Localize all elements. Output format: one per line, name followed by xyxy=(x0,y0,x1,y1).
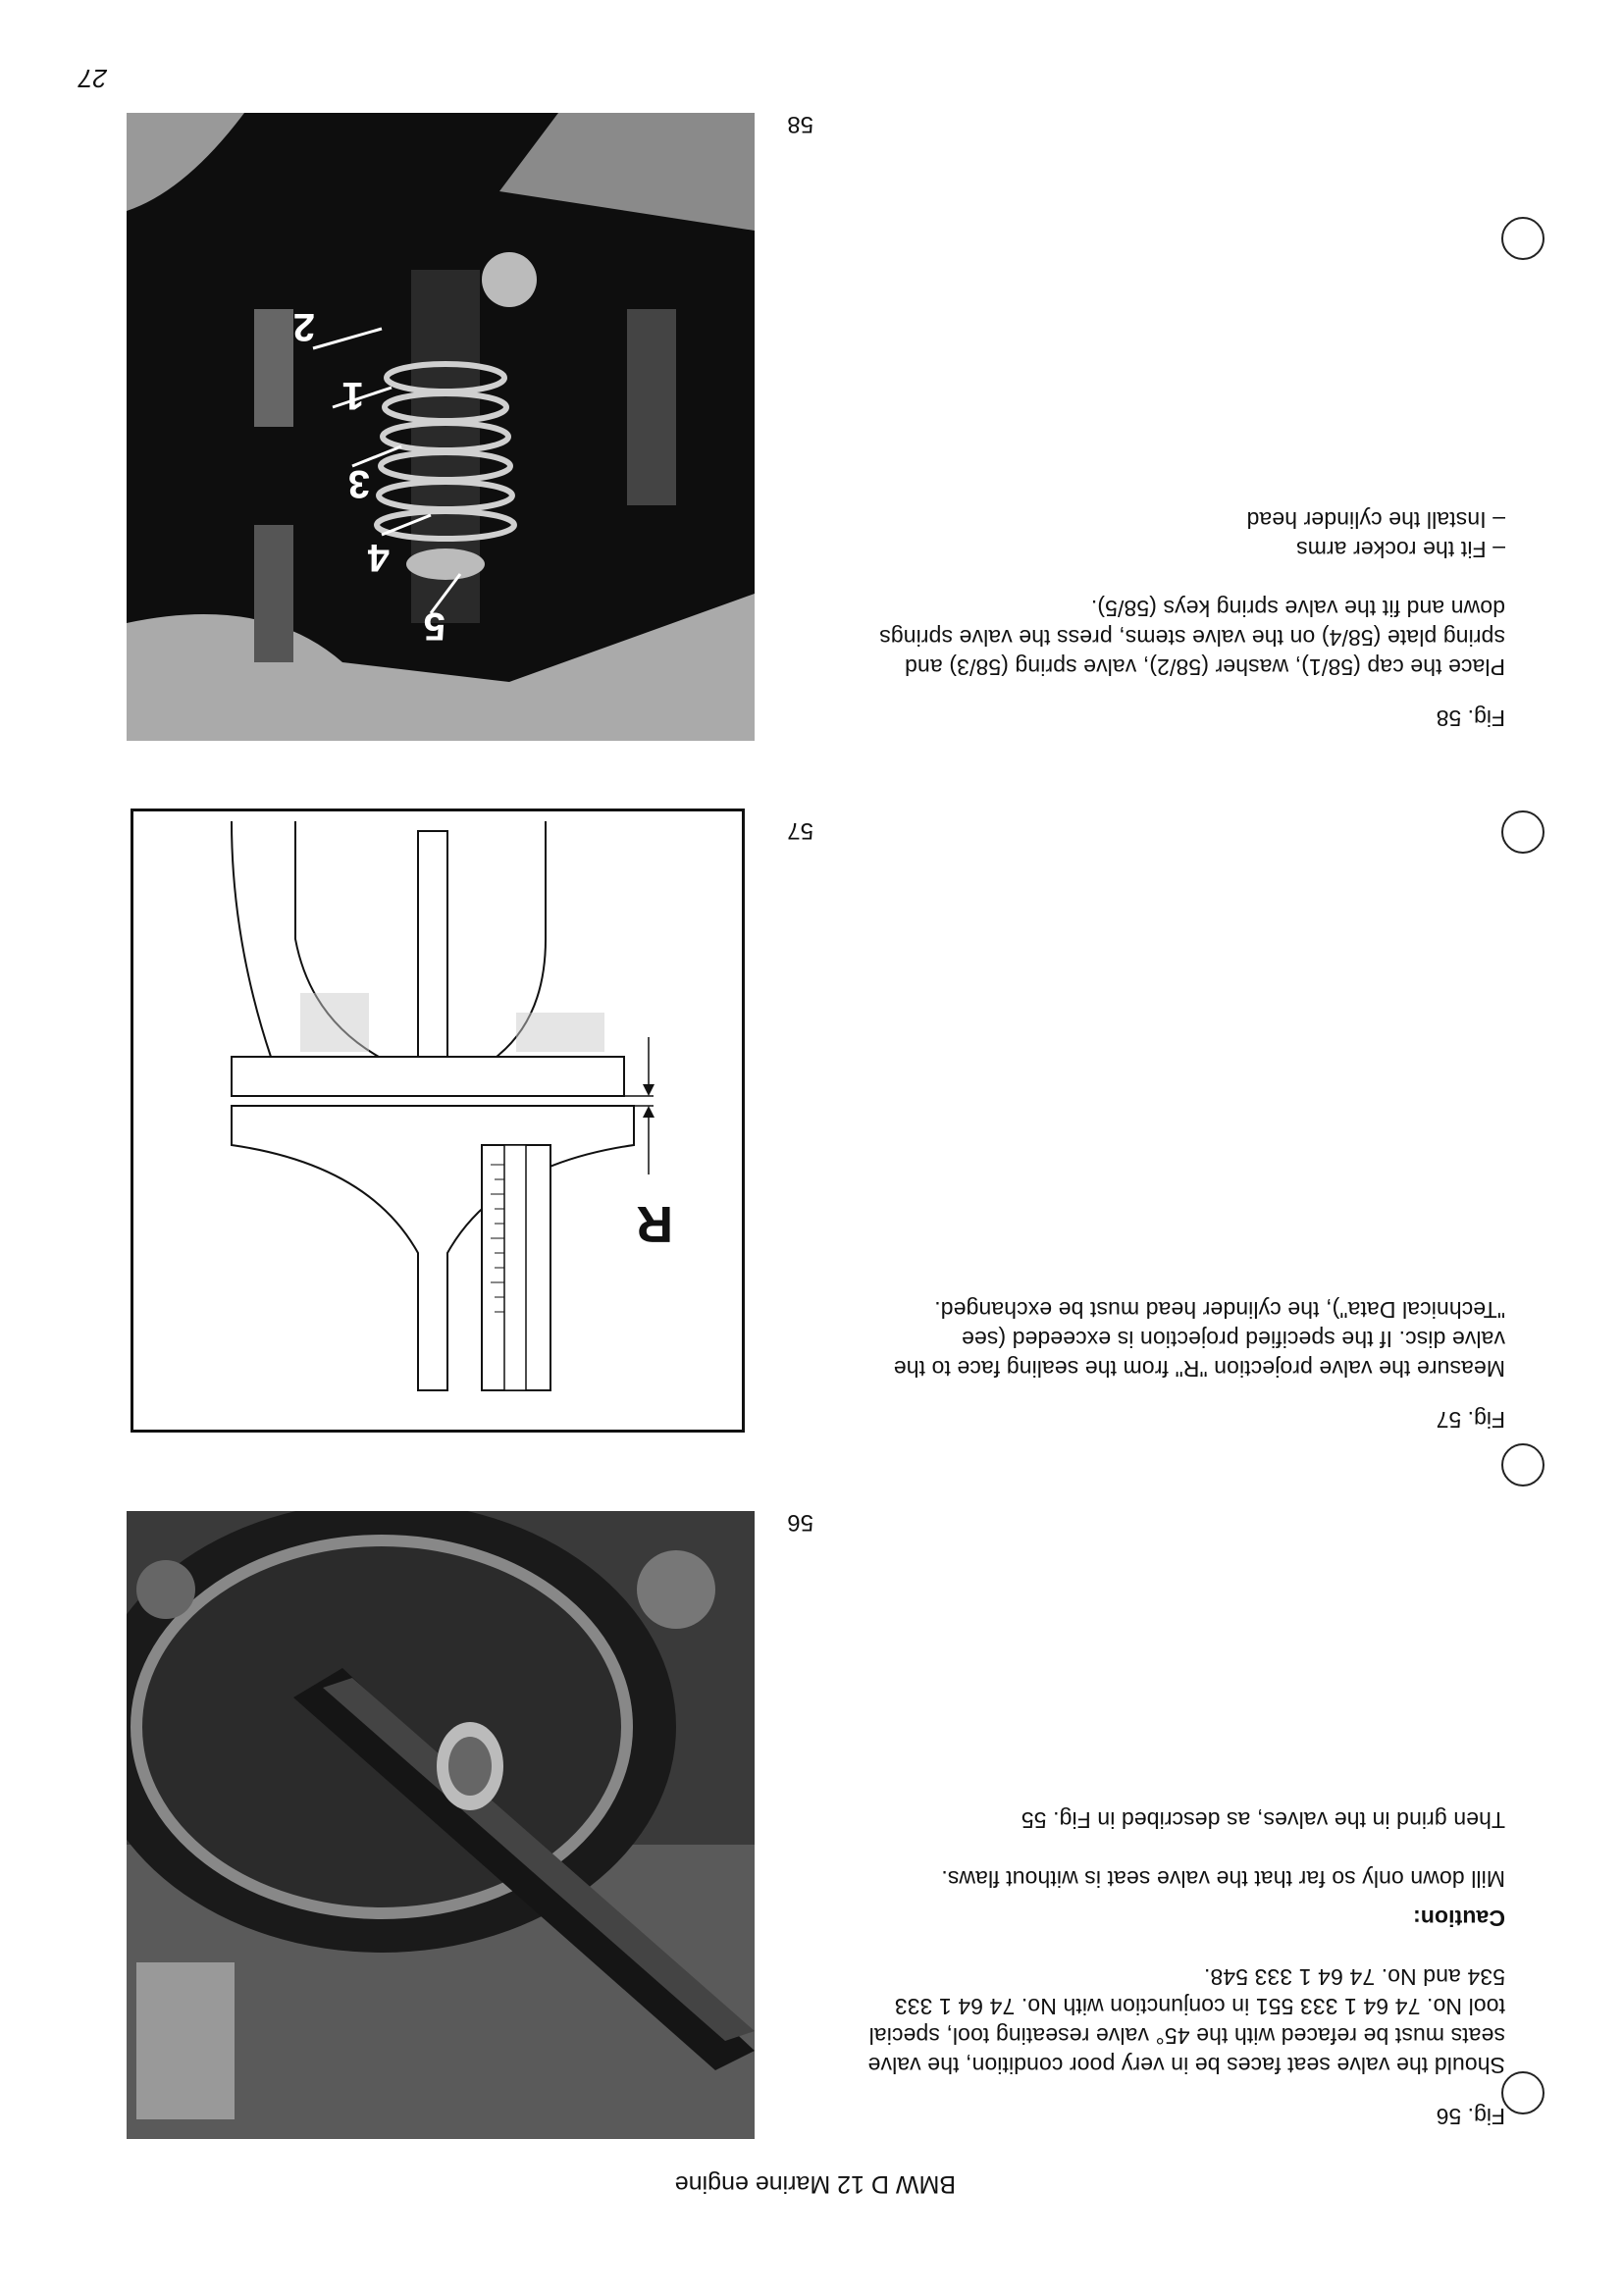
fig56-photo xyxy=(127,1511,755,2139)
fig58-label: Fig. 58 xyxy=(1436,705,1505,731)
fig56-paragraph: Then grind in the valves, as described in Fig. 55 xyxy=(1021,1807,1505,1833)
fig57-number: 57 xyxy=(787,817,813,844)
binder-hole-icon xyxy=(1501,2071,1544,2114)
fig57-text xyxy=(858,1266,1505,1383)
callout-3: 3 xyxy=(347,462,370,505)
callout-4: 4 xyxy=(367,536,390,579)
page-number: 27 xyxy=(79,64,107,93)
valve-projection-diagram xyxy=(133,811,742,1430)
callout-2: 2 xyxy=(292,305,315,348)
fig56-caution-heading: Caution: xyxy=(1412,1905,1505,1931)
fig56-paragraph: Should the valve seat faces be in very poor condition, the valve seats must be refaced with the 45° valve reseating tool, special tool No. 74 64 1 333 551 in conjunction with No. 74 64 1 333 534 and No. 74 64 1 333 548. xyxy=(867,1964,1505,2078)
fig58-text xyxy=(858,505,1505,682)
fig58-bullet: – Fit the rocker arms xyxy=(1296,537,1505,562)
diagram-letter-r: R xyxy=(636,1195,673,1252)
binder-hole-icon xyxy=(1501,1443,1544,1487)
binder-hole-icon xyxy=(1501,217,1544,260)
fig58-number: 58 xyxy=(787,111,813,137)
fig57-diagram xyxy=(131,809,745,1433)
fig56-number: 56 xyxy=(787,1509,813,1536)
fig57-label: Fig. 57 xyxy=(1436,1407,1505,1433)
fig56-caution-text: Mill down only so far that the valve seat is without flaws. xyxy=(941,1866,1505,1892)
fig58-photo xyxy=(127,113,755,741)
fig58-bullet: – Install the cylinder head xyxy=(1246,507,1505,533)
callout-1: 1 xyxy=(341,374,364,417)
fig58-paragraph: Place the cap (58/1), washer (58/2), valve spring (58/3) and spring plate (58/4) on the valve stems, press the valve springs down and fit the valve spring keys (58/5). xyxy=(879,596,1505,680)
valve-seat-tool-photo xyxy=(127,1511,755,2139)
callout-5: 5 xyxy=(423,604,445,648)
page-header: BMW D 12 Marine engine xyxy=(674,2170,956,2198)
fig56-text xyxy=(858,1776,1505,2080)
binder-hole-icon xyxy=(1501,810,1544,854)
fig57-paragraph: Measure the valve projection "R" from the sealing face to the valve disc. If the specified projection is exceeded (see "Technical Data"), the cylinder head must be exchanged. xyxy=(893,1297,1505,1382)
fig56-label: Fig. 56 xyxy=(1436,2104,1505,2129)
